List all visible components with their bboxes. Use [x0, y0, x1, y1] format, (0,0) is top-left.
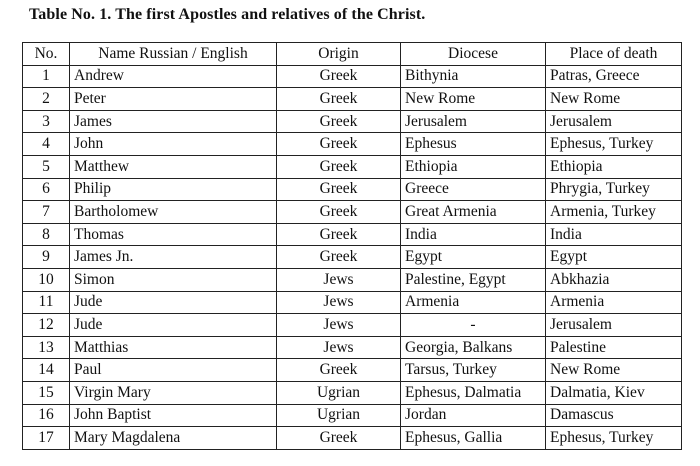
cell-name: Simon [70, 268, 277, 291]
table-row [23, 65, 682, 88]
cell-diocese: Ephesus [401, 133, 546, 156]
cell-origin: Greek [277, 201, 401, 224]
table-row [23, 268, 682, 291]
cell-name: James [70, 110, 277, 133]
cell-origin: Greek [277, 110, 401, 133]
cell-no: 5 [23, 155, 70, 178]
cell-name: James Jn. [70, 246, 277, 269]
cell-name: Jude [70, 291, 277, 314]
cell-diocese: Great Armenia [401, 201, 546, 224]
cell-name: Virgin Mary [70, 381, 277, 404]
cell-origin: Greek [277, 88, 401, 111]
cell-origin: Greek [277, 223, 401, 246]
header-no: No. [23, 43, 70, 66]
cell-diocese: - [401, 314, 546, 337]
table-row [23, 155, 682, 178]
table-row [23, 381, 682, 404]
table-row [23, 427, 682, 450]
cell-name: Matthew [70, 155, 277, 178]
cell-no: 8 [23, 223, 70, 246]
cell-place-of-death: Palestine [546, 336, 682, 359]
cell-name: John Baptist [70, 404, 277, 427]
cell-origin: Ugrian [277, 404, 401, 427]
header-row [23, 43, 682, 66]
cell-diocese: Armenia [401, 291, 546, 314]
cell-diocese: Jerusalem [401, 110, 546, 133]
cell-no: 17 [23, 427, 70, 450]
cell-name: John [70, 133, 277, 156]
cell-place-of-death: Damascus [546, 404, 682, 427]
cell-diocese: Jordan [401, 404, 546, 427]
cell-place-of-death: Phrygia, Turkey [546, 178, 682, 201]
cell-no: 11 [23, 291, 70, 314]
cell-name: Andrew [70, 65, 277, 88]
cell-no: 9 [23, 246, 70, 269]
cell-no: 4 [23, 133, 70, 156]
cell-diocese: Egypt [401, 246, 546, 269]
cell-diocese: Ephesus, Dalmatia [401, 381, 546, 404]
table-row [23, 359, 682, 382]
header-place-of-death: Place of death [546, 43, 682, 66]
cell-place-of-death: Ephesus, Turkey [546, 427, 682, 450]
cell-no: 16 [23, 404, 70, 427]
cell-place-of-death: Egypt [546, 246, 682, 269]
table-row [23, 246, 682, 269]
cell-origin: Greek [277, 133, 401, 156]
cell-place-of-death: Armenia, Turkey [546, 201, 682, 224]
cell-no: 1 [23, 65, 70, 88]
cell-origin: Greek [277, 359, 401, 382]
cell-origin: Greek [277, 65, 401, 88]
cell-name: Peter [70, 88, 277, 111]
cell-origin: Jews [277, 336, 401, 359]
header-name: Name Russian / English [70, 43, 277, 66]
table-row [23, 88, 682, 111]
cell-no: 3 [23, 110, 70, 133]
cell-name: Thomas [70, 223, 277, 246]
cell-origin: Greek [277, 178, 401, 201]
table-row [23, 314, 682, 337]
cell-origin: Greek [277, 427, 401, 450]
cell-origin: Greek [277, 155, 401, 178]
cell-place-of-death: Jerusalem [546, 314, 682, 337]
table-row [23, 404, 682, 427]
table-row [23, 133, 682, 156]
cell-place-of-death: Dalmatia, Kiev [546, 381, 682, 404]
cell-no: 13 [23, 336, 70, 359]
cell-no: 10 [23, 268, 70, 291]
table-row [23, 201, 682, 224]
table-row [23, 291, 682, 314]
table-row [23, 178, 682, 201]
cell-no: 12 [23, 314, 70, 337]
cell-diocese: Palestine, Egypt [401, 268, 546, 291]
table-caption: Table No. 1. The first Apostles and relatives of the Christ. [29, 6, 426, 23]
cell-place-of-death: Ethiopia [546, 155, 682, 178]
cell-diocese: Ephesus, Gallia [401, 427, 546, 450]
cell-diocese: Bithynia [401, 65, 546, 88]
cell-origin: Greek [277, 246, 401, 269]
table-row [23, 223, 682, 246]
cell-diocese: Ethiopia [401, 155, 546, 178]
table-row [23, 110, 682, 133]
cell-place-of-death: New Rome [546, 88, 682, 111]
cell-no: 2 [23, 88, 70, 111]
header-diocese: Diocese [401, 43, 546, 66]
cell-name: Jude [70, 314, 277, 337]
table-body [23, 65, 682, 449]
cell-origin: Jews [277, 268, 401, 291]
table-row [23, 336, 682, 359]
cell-name: Mary Magdalena [70, 427, 277, 450]
cell-place-of-death: Armenia [546, 291, 682, 314]
cell-name: Philip [70, 178, 277, 201]
cell-place-of-death: Abkhazia [546, 268, 682, 291]
cell-diocese: Tarsus, Turkey [401, 359, 546, 382]
cell-name: Matthias [70, 336, 277, 359]
cell-origin: Ugrian [277, 381, 401, 404]
cell-place-of-death: India [546, 223, 682, 246]
cell-no: 14 [23, 359, 70, 382]
cell-name: Bartholomew [70, 201, 277, 224]
cell-diocese: India [401, 223, 546, 246]
cell-name: Paul [70, 359, 277, 382]
cell-place-of-death: New Rome [546, 359, 682, 382]
cell-place-of-death: Ephesus, Turkey [546, 133, 682, 156]
cell-origin: Jews [277, 291, 401, 314]
cell-diocese: Georgia, Balkans [401, 336, 546, 359]
cell-origin: Jews [277, 314, 401, 337]
apostles-table [22, 42, 682, 450]
cell-diocese: New Rome [401, 88, 546, 111]
cell-no: 15 [23, 381, 70, 404]
cell-no: 6 [23, 178, 70, 201]
cell-place-of-death: Patras, Greece [546, 65, 682, 88]
cell-place-of-death: Jerusalem [546, 110, 682, 133]
cell-diocese: Greece [401, 178, 546, 201]
cell-no: 7 [23, 201, 70, 224]
header-origin: Origin [277, 43, 401, 66]
